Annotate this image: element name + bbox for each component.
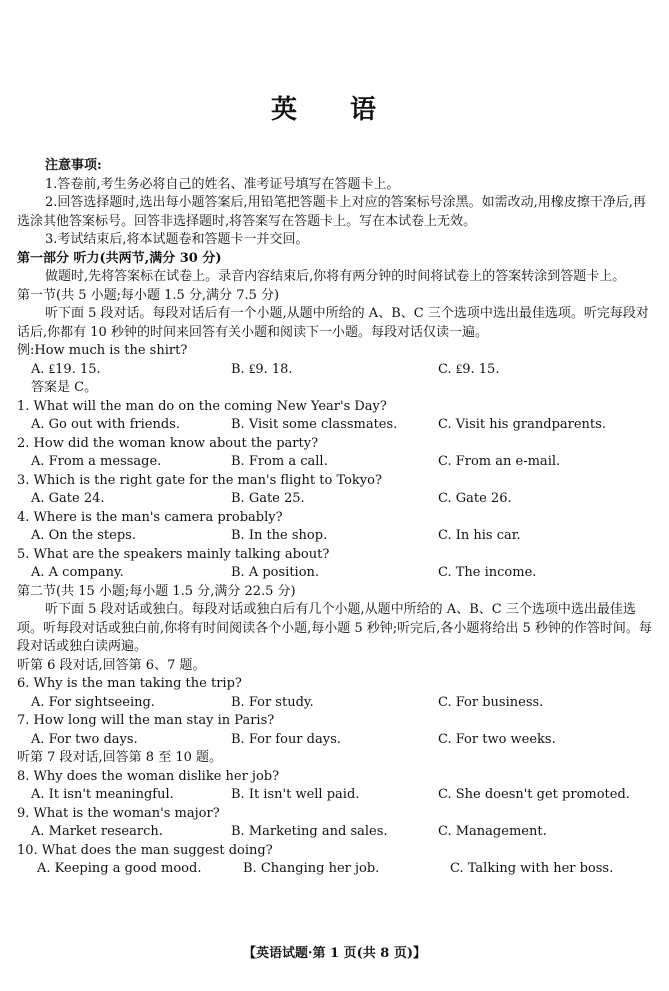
question-text: 3. Which is the right gate for the man's flight to Tokyo? <box>17 472 382 488</box>
question-item <box>17 435 657 472</box>
option-c: C. Visit his grandparents. <box>438 417 606 432</box>
option-c: C. Management. <box>438 824 547 839</box>
question-options <box>17 490 657 509</box>
option-a: A. Keeping a good mood. <box>37 861 202 876</box>
option-c: C. Talking with her boss. <box>450 861 614 876</box>
question-text: 10. What does the man suggest doing? <box>17 842 273 858</box>
question-item <box>17 509 657 546</box>
option-a: A. Gate 24. <box>31 491 105 506</box>
exam-content <box>17 157 657 879</box>
part-heading: 第一部分 听力(共两节,满分 30 分) <box>17 250 222 266</box>
section-heading: 第二节(共 15 小题;每小题 1.5 分,满分 22.5 分) <box>17 583 296 599</box>
example-options <box>17 361 657 380</box>
example-question: 例:How much is the shirt? <box>17 343 188 358</box>
example-answer: 答案是 C。 <box>31 380 98 395</box>
question-text: 8. Why does the woman dislike her job? <box>17 768 280 784</box>
option-b: B. Gate 25. <box>231 491 305 506</box>
option-b: B. For four days. <box>231 731 341 747</box>
question-item <box>17 712 657 749</box>
page-footer: 【英语试题·第 1 页(共 8 页)】 <box>242 946 427 961</box>
question-options <box>17 527 657 546</box>
question-item <box>17 398 657 435</box>
question-options <box>17 564 657 583</box>
option-a: A. On the steps. <box>31 528 136 543</box>
option-a: A. It isn't meaningful. <box>31 787 174 802</box>
option-b: B. Changing her job. <box>243 861 380 876</box>
question-item <box>17 675 657 712</box>
question-item <box>17 472 657 509</box>
section-instruction: 听下面 5 段对话或独白。每段对话或独白后有几个小题,从题中所给的 A、B、C 三个选项中选出最佳选项。听每段对话或独白前,你将有时间阅读各个小题,每小题 5 秒钟;听完后,各小题将给出 5 秒钟的作答时间。每段对话或独白读两遍。 <box>17 602 652 654</box>
option-b: B. Visit some classmates. <box>231 417 398 432</box>
option-b: B. In the shop. <box>231 528 328 543</box>
option-a: A. For two days. <box>31 731 138 747</box>
section-heading: 第一节(共 5 小题;每小题 1.5 分,满分 7.5 分) <box>17 287 280 303</box>
option-c: C. She doesn't get promoted. <box>438 787 630 802</box>
question-text: 6. Why is the man taking the trip? <box>17 676 242 691</box>
question-options <box>17 786 657 805</box>
section-instruction: 听下面 5 段对话。每段对话后有一个小题,从题中所给的 A、B、C 三个选项中选出最佳选项。听完每段对话后,你都有 10 秒钟的时间来回答有关小题和阅读下一小题。每段对话仅读一遍。 <box>17 306 649 340</box>
option-c: C. For business. <box>438 694 544 710</box>
option-b: B. It isn't well paid. <box>231 787 360 802</box>
question-options <box>17 731 657 750</box>
group-label: 听第 7 段对话,回答第 8 至 10 题。 <box>17 750 223 765</box>
question-options <box>17 453 657 472</box>
question-options <box>17 416 657 435</box>
option-b: B. From a call. <box>231 454 328 469</box>
option-c: C. From an e-mail. <box>438 454 561 469</box>
option-b: B. Marketing and sales. <box>231 824 388 839</box>
option-c: C. In his car. <box>438 528 521 543</box>
notice-heading: 注意事项: <box>45 158 102 173</box>
question-text: 4. Where is the man's camera probably? <box>17 509 283 525</box>
option-a: A. Go out with friends. <box>31 417 180 432</box>
part-instruction: 做题时,先将答案标在试卷上。录音内容结束后,你将有两分钟的时间将试卷上的答案转涂到答题卡上。 <box>45 269 626 284</box>
option-a: A. For sightseeing. <box>31 694 155 710</box>
option-a: A. ₤19. 15. <box>31 361 101 377</box>
question-text: 7. How long will the man stay in Paris? <box>17 713 275 728</box>
option-c: C. The income. <box>438 565 537 580</box>
notice-item: 2.回答选择题时,选出每小题答案后,用铅笔把答题卡上对应的答案标号涂黑。如需改动,用橡皮擦干净后,再选涂其他答案标号。回答非选择题时,将答案写在答题卡上。写在本试卷上无效。 <box>17 195 646 229</box>
question-item <box>17 842 657 879</box>
question-text: 2. How did the woman know about the party? <box>17 435 319 451</box>
question-options <box>17 694 657 713</box>
option-a: A. From a message. <box>31 454 162 469</box>
option-a: A. A company. <box>31 565 124 580</box>
option-a: A. Market research. <box>31 824 163 839</box>
question-item <box>17 546 657 583</box>
option-b: B. For study. <box>231 694 314 710</box>
option-c: C. ₤9. 15. <box>438 361 500 377</box>
question-options <box>17 823 657 842</box>
question-options <box>17 860 657 879</box>
option-b: B. ₤9. 18. <box>231 361 293 377</box>
notice-item: 1.答卷前,考生务必将自己的姓名、准考证号填写在答题卡上。 <box>45 176 400 192</box>
page-title: 英 语 <box>270 95 399 125</box>
option-b: B. A position. <box>231 565 320 580</box>
question-text: 5. What are the speakers mainly talking about? <box>17 546 330 562</box>
option-c: C. Gate 26. <box>438 491 512 506</box>
question-text: 9. What is the woman's major? <box>17 805 220 821</box>
group-label: 听第 6 段对话,回答第 6、7 题。 <box>17 657 206 673</box>
question-item <box>17 805 657 842</box>
question-item <box>17 768 657 805</box>
option-c: C. For two weeks. <box>438 731 556 747</box>
notice-item: 3.考试结束后,将本试题卷和答题卡一并交回。 <box>45 232 309 247</box>
question-text: 1. What will the man do on the coming New Year's Day? <box>17 398 387 414</box>
